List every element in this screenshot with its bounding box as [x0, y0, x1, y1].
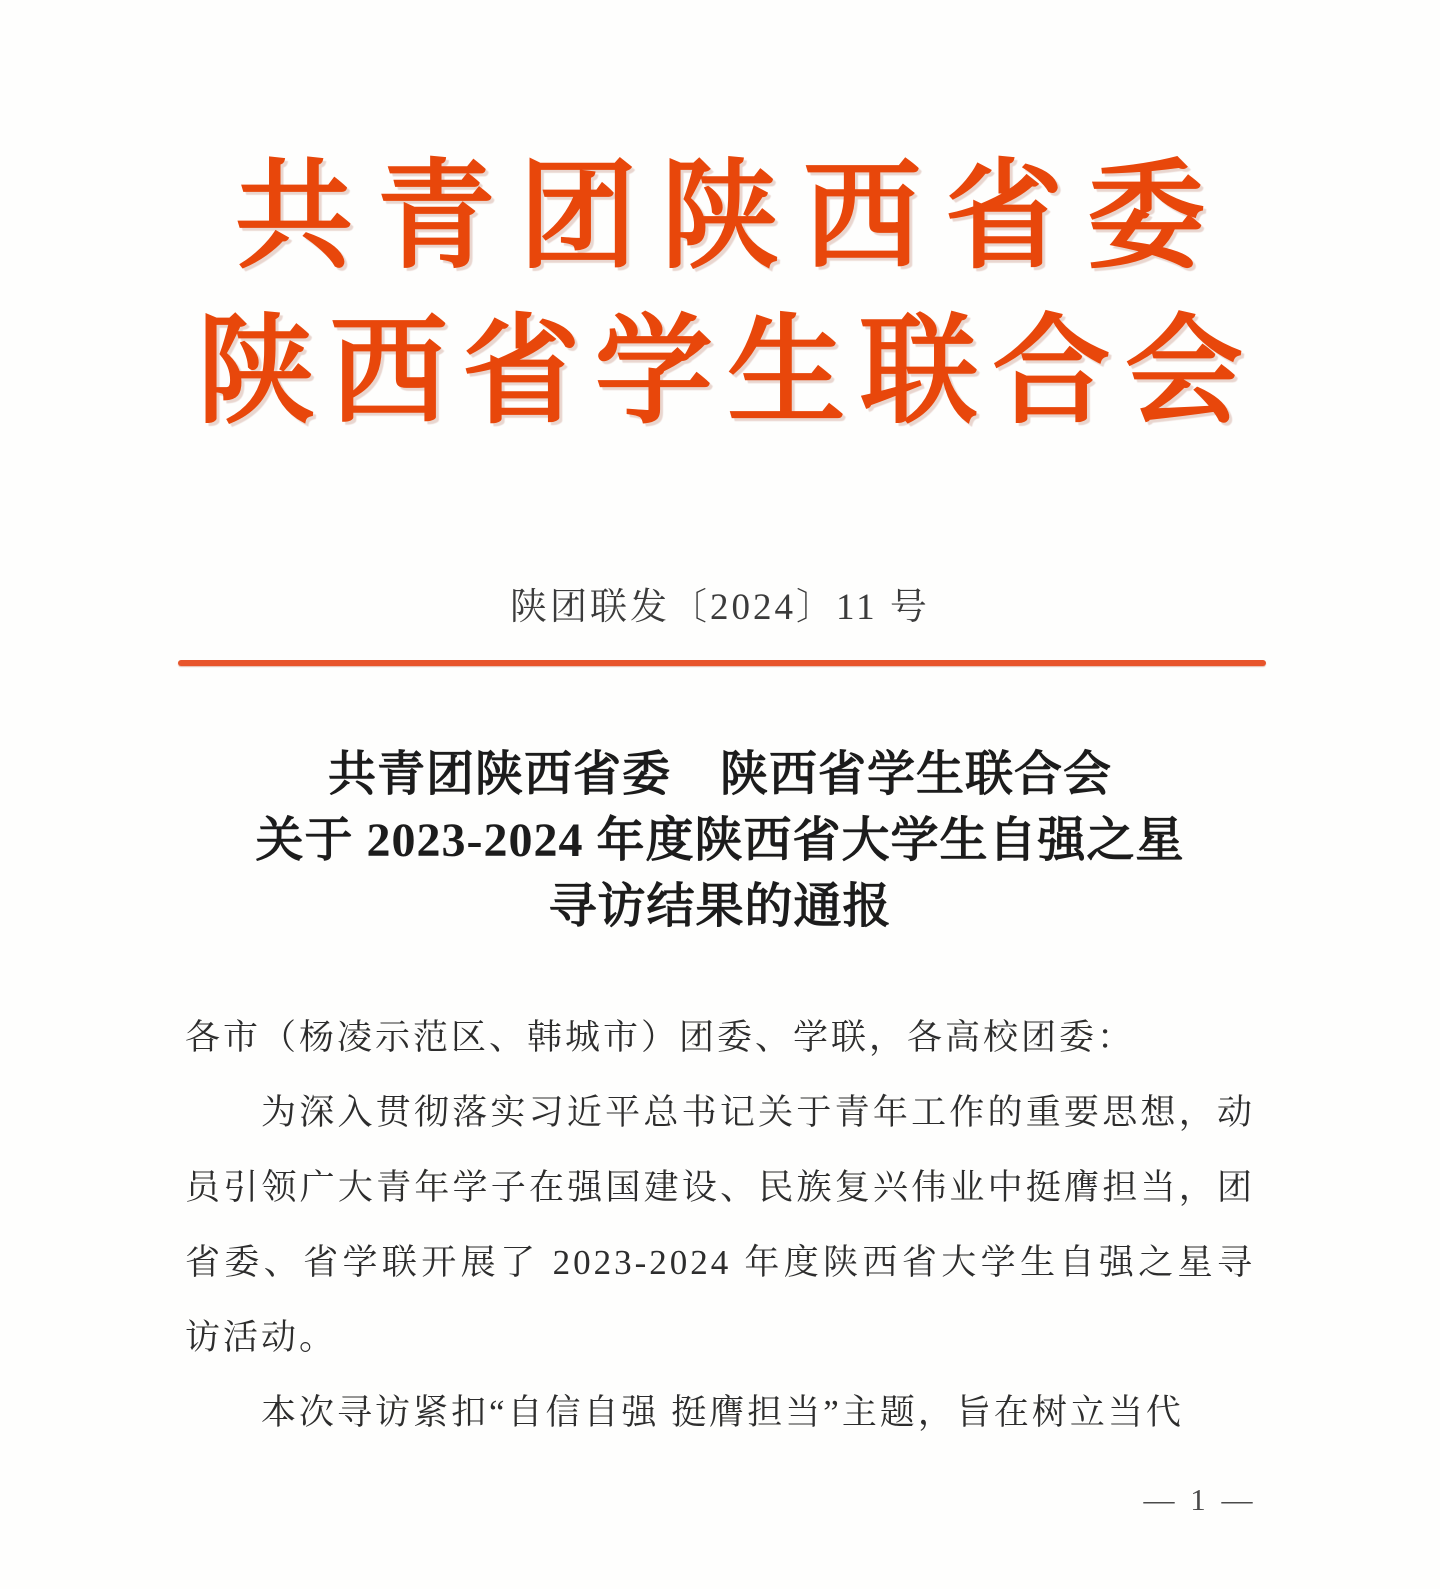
document-title [0, 742, 1440, 940]
document-number: 陕团联发〔2024〕11 号 [510, 587, 930, 628]
document-title-line3: 寻访结果的通报 [548, 880, 892, 933]
document-title-line2: 关于 2023-2024 年度陕西省大学生自强之星 [255, 814, 1185, 867]
salutation-line: 各市（杨凌示范区、韩城市）团委、学联，各高校团委： [185, 1018, 1136, 1057]
document-body [185, 1000, 1255, 1450]
page-number: — 1 — [1143, 1482, 1257, 1517]
letterhead-org-line1: 共青团陕西省委 [235, 152, 1205, 283]
letterhead [0, 140, 1440, 450]
body-paragraph-1: 为深入贯彻落实习近平总书记关于青年工作的重要思想，动员引领广大青年学子在强国建设、民族复兴伟业中挺膺担当，团省委、省学联开展了 2023-2024 年度陕西省大学生自强之星寻访活动。 [185, 1093, 1255, 1357]
document-title-line1: 共青团陕西省委 陕西省学生联合会 [327, 748, 1112, 801]
body-paragraph-2: 本次寻访紧扣“自信自强 挺膺担当”主题，旨在树立当代 [261, 1393, 1184, 1432]
red-divider-line [178, 660, 1266, 666]
letterhead-org-line2: 陕西省学生联合会 [197, 307, 1243, 438]
